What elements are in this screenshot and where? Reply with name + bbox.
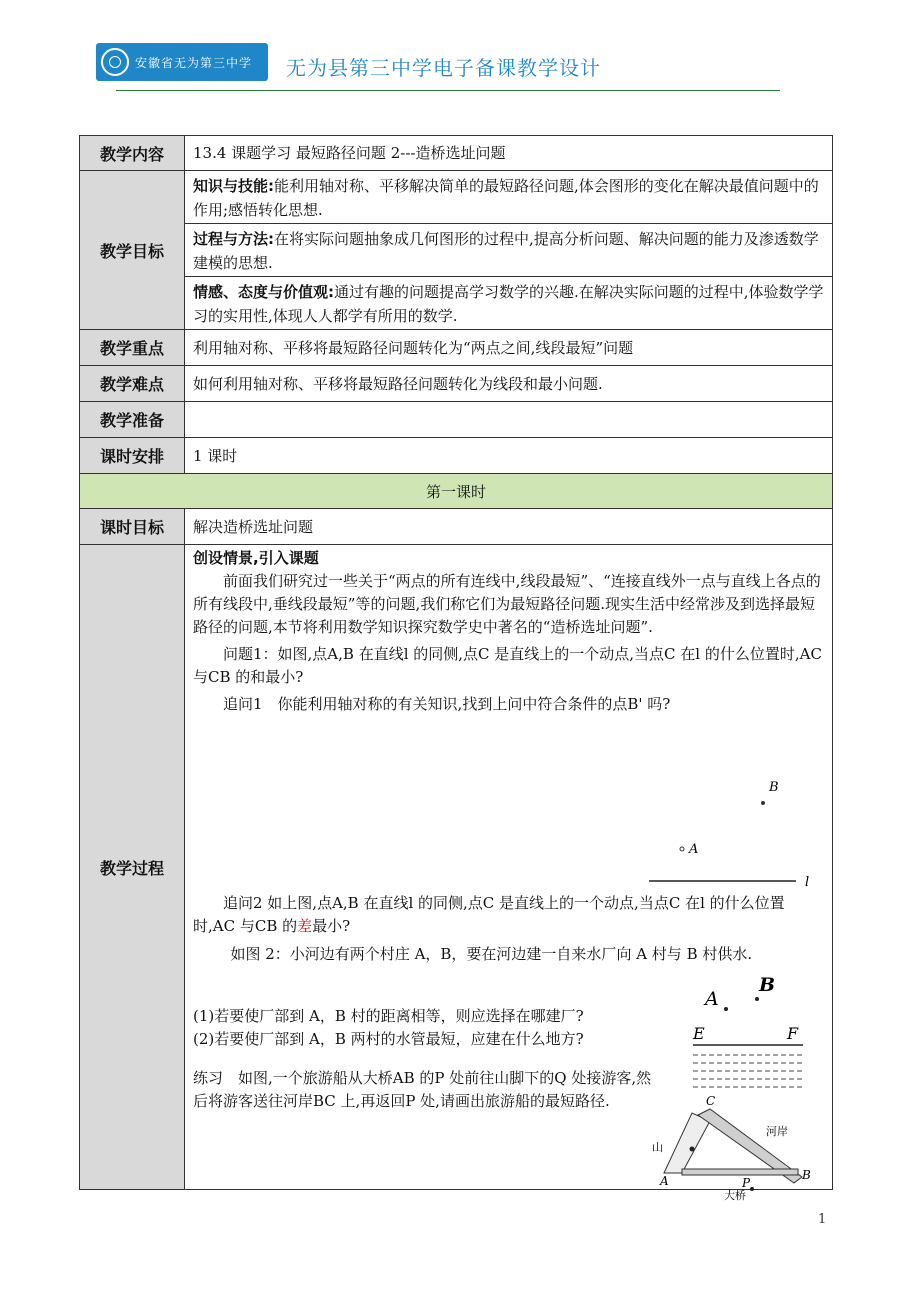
goal-knowledge	[185, 171, 832, 224]
row-difficulty	[80, 366, 833, 402]
fig2-label-e: E	[693, 1024, 705, 1043]
logo-text: 安徽省无为第三中学	[135, 55, 253, 70]
value-goals	[185, 171, 833, 330]
goal-emotion-lead: 情感、态度与价值观:	[193, 283, 334, 301]
fig1-label-b: B	[769, 780, 779, 795]
fig1-label-a: A	[689, 842, 699, 857]
school-logo	[96, 43, 268, 81]
fig3-label-mountain: 山	[652, 1141, 663, 1154]
fig2-label-b: B	[759, 974, 776, 996]
goal-process	[185, 224, 832, 277]
label-schedule: 课时安排	[80, 438, 185, 474]
fig3-label-p: P	[742, 1176, 751, 1190]
follow-up-2-highlight: 差	[297, 917, 313, 935]
goal-knowledge-text: 能利用轴对称、平移解决简单的最短路径问题,体会图形的变化在解决最值问题中的作用;感悟转化思想.	[193, 177, 819, 219]
goal-knowledge-lead: 知识与技能:	[193, 177, 274, 195]
fig3-label-bridge: 大桥	[724, 1189, 746, 1202]
fig3-label-a: A	[660, 1174, 669, 1188]
fig1-label-l: l	[805, 875, 810, 890]
label-process: 教学过程	[80, 545, 185, 1190]
fig2-label-f: F	[787, 1024, 799, 1043]
mountain-shape	[664, 1113, 710, 1173]
value-difficulty: 如何利用轴对称、平移将最短路径问题转化为线段和最小问题.	[185, 366, 833, 402]
row-key	[80, 330, 833, 366]
question-1: 问题1：如图,点A,B 在直线l 的同侧,点C 是直线上的一个动点,当点C 在l 的什么位置时,AC 与CB 的和最小?	[193, 645, 822, 686]
exercise: 练习 如图,一个旅游船从大桥AB 的P 处前往山脚下的Q 处接游客,然后将游客送往河岸BC 上,再返回P 处,请画出旅游船的最短路径.	[193, 1069, 652, 1110]
row-schedule	[80, 438, 833, 474]
value-process	[185, 545, 833, 1202]
value-content: 13.4 课题学习 最短路径问题 2---造桥选址问题	[185, 136, 833, 171]
fig2-label-a: A	[705, 988, 719, 1010]
lesson-plan-table	[79, 135, 833, 1202]
fig3-label-c: C	[706, 1094, 716, 1108]
figure-3	[648, 1065, 818, 1202]
follow-up-1: 追问1 你能利用轴对称的有关知识,找到上问中符合条件的点B' 吗?	[223, 695, 671, 713]
point-q	[690, 1147, 695, 1152]
row-prep	[80, 402, 833, 438]
row-process	[80, 545, 833, 1190]
label-difficulty: 教学难点	[80, 366, 185, 402]
page-number: 1	[818, 1212, 827, 1227]
sub-question-1: (1)若要使厂部到 A，B 村的距离相等，则应选择在哪建厂?	[193, 1007, 584, 1025]
row-content	[80, 136, 833, 171]
fig3-label-b: B	[802, 1168, 811, 1182]
value-prep	[185, 402, 833, 438]
value-schedule: 1 课时	[185, 438, 833, 474]
goal-emotion	[185, 277, 832, 329]
header-divider	[116, 90, 780, 91]
label-prep: 教学准备	[80, 402, 185, 438]
follow-up-2-text: 追问2 如上图,点A,B 在直线l 的同侧,点C 是直线上的一个动点,当点C 在l 的什么位置时,AC 与CB 的	[193, 894, 785, 935]
row-goals	[80, 171, 833, 330]
point-p-dot	[750, 1187, 754, 1191]
sub-question-2: (2)若要使厂部到 A，B 两村的水管最短，应建在什么地方?	[193, 1030, 584, 1048]
lesson-banner: 第一课时	[80, 474, 833, 509]
point-a-dot	[680, 847, 684, 851]
fig3-label-river-bank: 河岸	[766, 1125, 788, 1138]
goal-process-text: 在将实际问题抽象成几何图形的过程中,提高分析问题、解决问题的能力及渗透数学建模的思想.	[193, 230, 819, 272]
process-intro: 前面我们研究过一些关于“两点的所有连线中,线段最短”、“连接直线外一点与直线上各点的所有线段中,垂线段最短”等的问题,我们称它们为最短路径问题.现实生活中经常涉及到选择最短路径的问题,本节将利用数学知识探究数学史中著名的“造桥选址问题”.	[193, 572, 821, 636]
figure-1	[641, 769, 821, 869]
label-content: 教学内容	[80, 136, 185, 171]
label-key: 教学重点	[80, 330, 185, 366]
follow-up-2-end: 最小?	[312, 917, 351, 935]
label-lesson-goal: 课时目标	[80, 509, 185, 545]
page-header	[0, 0, 920, 100]
figure-1-line	[641, 871, 821, 891]
row-lesson-goal	[80, 509, 833, 545]
process-heading: 创设情景,引入课题	[193, 549, 319, 567]
value-lesson-goal: 解决造桥选址问题	[185, 509, 833, 545]
page-title: 无为县第三中学电子备课教学设计	[286, 56, 601, 80]
bridge-shape	[682, 1169, 798, 1175]
process-body	[193, 547, 824, 1202]
label-goals: 教学目标	[80, 171, 185, 330]
goal-emotion-text: 通过有趣的问题提高学习数学的兴趣.在解决实际问题的过程中,体验数学学习的实用性,体现人人都学有所用的数学.	[193, 283, 824, 325]
figure-2-text: 如图 2：小河边有两个村庄 A，B，要在河边建一自来水厂向 A 村与 B 村供水.	[230, 945, 753, 963]
fig2-point-b	[755, 997, 759, 1001]
point-b-dot	[761, 801, 765, 805]
follow-up-2	[193, 892, 813, 938]
seal-icon	[101, 48, 129, 76]
goal-process-lead: 过程与方法:	[193, 230, 274, 248]
value-key: 利用轴对称、平移将最短路径问题转化为“两点之间,线段最短”问题	[185, 330, 833, 366]
row-lesson-banner	[80, 474, 833, 509]
fig2-point-a	[724, 1007, 728, 1011]
